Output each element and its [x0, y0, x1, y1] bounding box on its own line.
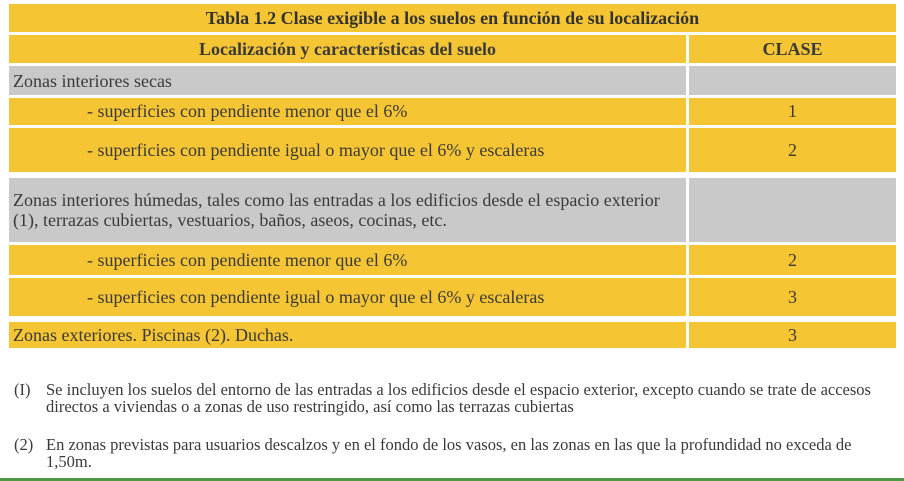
row-location: - superficies con pendiente igual o mayor que el 6% y escaleras [9, 128, 686, 172]
table-row [9, 98, 896, 125]
table-row [9, 322, 896, 348]
row-location: Zonas interiores secas [9, 66, 686, 95]
row-clase: 3 [689, 278, 896, 316]
table-title: Tabla 1.2 Clase exigible a los suelos en función de su localización [9, 4, 896, 32]
footnote-2 [14, 436, 894, 470]
row-clase: 1 [689, 98, 896, 125]
row-location: Zonas exteriores. Piscinas (2). Duchas. [9, 322, 686, 348]
table-row [9, 245, 896, 275]
table-header-row [9, 35, 896, 63]
table-row [9, 278, 896, 316]
footnote-number: (I) [14, 380, 31, 399]
row-clase: 2 [689, 245, 896, 275]
row-clase: 2 [689, 128, 896, 172]
row-location: - superficies con pendiente menor que el 6% [9, 98, 686, 125]
row-location: - superficies con pendiente menor que el 6% [9, 245, 686, 275]
table-row [9, 66, 896, 95]
row-clase [689, 66, 896, 95]
table-row [9, 128, 896, 172]
row-location: - superficies con pendiente igual o mayor que el 6% y escaleras [9, 278, 686, 316]
header-clase: CLASE [689, 35, 896, 63]
classification-table [9, 4, 896, 351]
footnote-number: (2) [14, 435, 34, 454]
footnote-text: En zonas previstas para usuarios descalzos y en el fondo de los vasos, en las zonas en las que la profundidad no exceda de 1,50m. [46, 435, 852, 471]
row-location: Zonas interiores húmedas, tales como las entradas a los edificios desde el espacio exterior (1), terrazas cubiertas, vestuarios, baños, aseos, cocinas, etc. [9, 178, 686, 242]
row-clase [689, 178, 896, 242]
row-clase: 3 [689, 322, 896, 348]
footnote-1 [14, 381, 894, 415]
footnote-text: Se incluyen los suelos del entorno de las entradas a los edificios desde el espacio exterior, excepto cuando se trate de accesos directos a viviendas o a zonas de uso restringido, así como las terrazas cubiertas [46, 380, 871, 416]
table-row [9, 178, 896, 242]
header-location: Localización y características del suelo [9, 35, 686, 63]
